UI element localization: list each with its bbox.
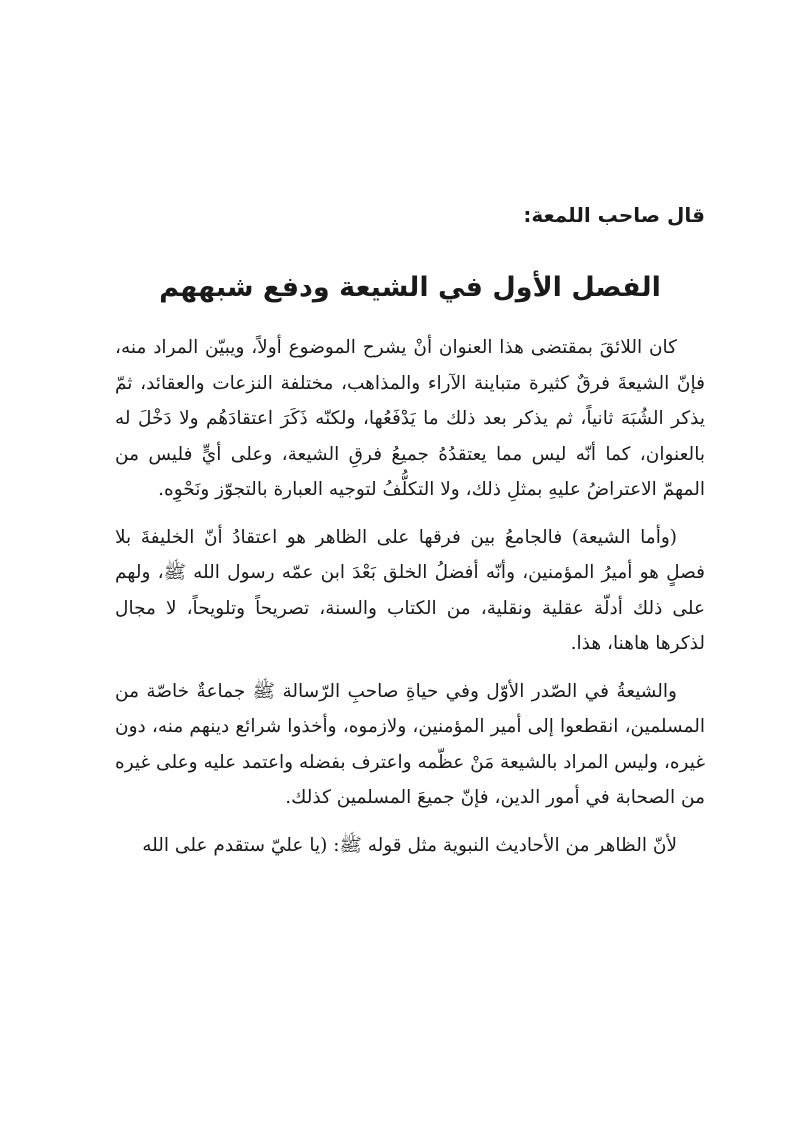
paragraph-2: (وأما الشيعة) فالجامعُ بين فرقها على الظاهر هو اعتقادُ أنّ الخليفةَ بلا فصلٍ هو أميرُ المؤمنين، وأنّه أفضلُ الخلق بَعْدَ ابن عمّه رسول الله ﷺ، ولهم على ذلك أدلّة عقلية ونقلية، من الكتاب والسنة، تصريحاً وتلويحاً، لا مجال لذكرها هاهنا، هذا.: [115, 526, 705, 654]
chapter-title: الفصل الأول في الشيعة ودفع شبههم: [159, 272, 661, 303]
paragraph-3: والشيعةُ في الصّدر الأوّل وفي حياةِ صاحبِ الرّسالة ﷺ جماعةٌ خاصّة من المسلمين، انقطعوا إلى أمير المؤمنين، ولازموه، وأخذوا شرائع دينهم منه، دون غيره، وليس المراد بالشيعة مَنْ عظّمه واعترف بفضله واعتمد عليه وعلى غيره من الصحابة في أمور الدين، فإنّ جميعَ المسلمين كذلك.: [115, 680, 705, 808]
document-page: [115, 0, 705, 1134]
lead-in-text: قال صاحب اللمعة:: [523, 203, 705, 227]
paragraph-4: لأنّ الظاهر من الأحاديث النبوية مثل قوله ﷺ: (يا عليّ ستقدم على الله: [142, 834, 677, 856]
body-text: [115, 330, 705, 863]
paragraph-1: كان اللائقَ بمقتضى هذا العنوان أنْ يشرح الموضوع أولاً، ويبيّن المراد منه، فإنّ الشيعةَ فرقٌ كثيرة متباينة الآراء والمذاهب، مختلفة النزعات والعقائد، ثمّ يذكر الشُبَهَ ثانياً، ثم يذكر بعد ذلك ما يَدْفَعُها، ولكنّه ذَكَرَ اعتقادَهُم ولا دَخْلَ له بالعنوان، كما أنّه ليس مما يعتقدُهُ جميعُ فرقِ الشيعة، وعلى أيٍّ فليس من المهمّ الاعتراضُ عليهِ بمثلِ ذلك، ولا التكلُّفُ لتوجيه العبارة بالتجوّز ونَحْوِه.: [115, 337, 705, 500]
